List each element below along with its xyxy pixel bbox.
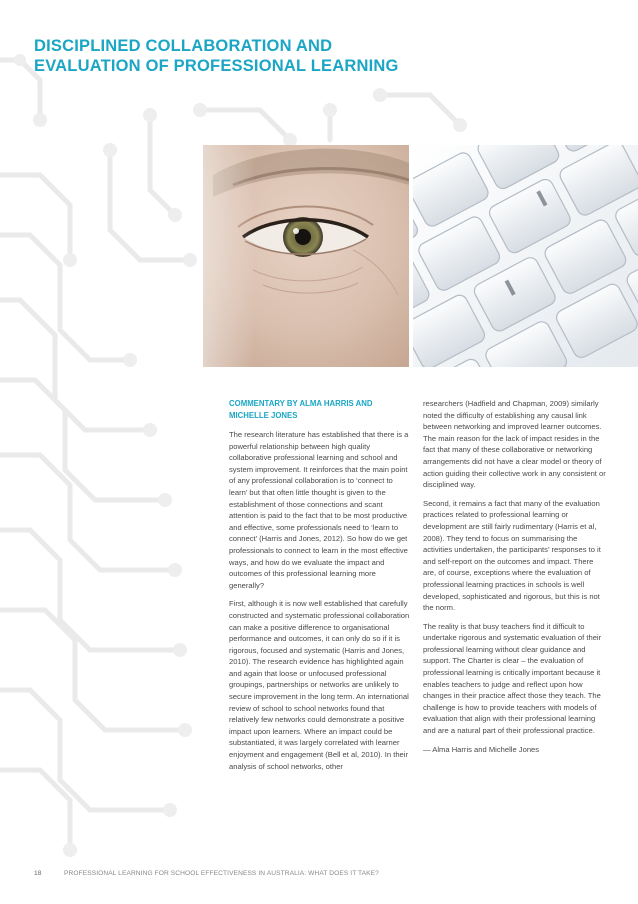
article-heading: COMMENTARY BY ALMA HARRIS AND MICHELLE JONES — [229, 399, 373, 420]
article-signoff: — Alma Harris and Michelle Jones — [423, 744, 540, 754]
article-column-2 — [423, 398, 608, 762]
page-title — [34, 36, 399, 76]
keyboard-keys-photo — [413, 145, 638, 367]
article-paragraph: researchers (Hadfield and Chapman, 2009) similarly noted the difficulty of establishing any causal link between networking and improved learner outcomes. The main reason for the lack of impact resides in the fact that many of these collaborative or networking arrangements did not have a clear model or theory of action guiding their collective work in any consistent or disciplined way. — [423, 399, 606, 490]
title-line-2: EVALUATION OF PROFESSIONAL LEARNING — [34, 57, 399, 75]
footer-publication-title: PROFESSIONAL LEARNING FOR SCHOOL EFFECTIVENESS IN AUSTRALIA: WHAT DOES IT TAKE? — [64, 870, 379, 877]
page-footer — [34, 870, 379, 877]
article-paragraph: Second, it remains a fact that many of the evaluation practices related to professional learning or development are still fairly rudimentary (Harris et al, 2008). They tend to focus on summarising the activities undertaken, the participants’ responses to it and self-report on the outcomes and impact. There are, of course, exceptions where the evaluation of professional learning practices in schools is well developed, sophisticated and rigorous, but this is not the norm. — [423, 498, 601, 613]
title-line-1: DISCIPLINED COLLABORATION AND — [34, 37, 333, 55]
article-paragraph: First, although it is now well established that carefully constructed and systematic professional collaboration can make a positive difference to organisational performance and outcomes, it can only do so if it is rigorous, focused and systematic (Harris and Jones, 2010). The research evidence has highlighted again and again that loose or unfocused professional groupings, partnerships or networks are unlikely to secure improvement in the long term. An international review of school to school networks found that relatively few networks could demonstrate a positive impact upon learners. Where an impact could be substantiated, it was largely correlated with learner enjoyment and engagement (Bell et al, 2010). In their analysis of school networks, other — [229, 599, 410, 771]
article-paragraph: The research literature has established that there is a powerful relationship between high quality collaborative professional learning and school and system improvement. It reinforces that the main point of any professional collaboration is to ‘connect to learn’ but that often little thought is given to the establishment of those connections and scant attention is paid to the fact that to be most productive and effective, some professionals need to ‘learn to connect’ (Harris and Jones, 2012). So how do we get professionals to connect to learn in the most effective ways, and how do we evaluate the impact and outcomes of this professional learning more generally? — [229, 430, 409, 590]
page-number: 18 — [34, 870, 42, 877]
article-paragraph: The reality is that busy teachers find it difficult to undertake rigorous and systematic evaluation of their professional learning without clear guidance and support. The Charter is clear – the evaluation of professional learning is critically important because it enables teachers to judge and reflect upon how changes in their practice affect those they teach. The challenge is how to provide teachers with models of evaluation that align with their professional learning and are a natural part of their professional practice. — [423, 621, 602, 736]
eye-closeup-photo — [203, 145, 409, 367]
article-column-1 — [229, 398, 411, 779]
